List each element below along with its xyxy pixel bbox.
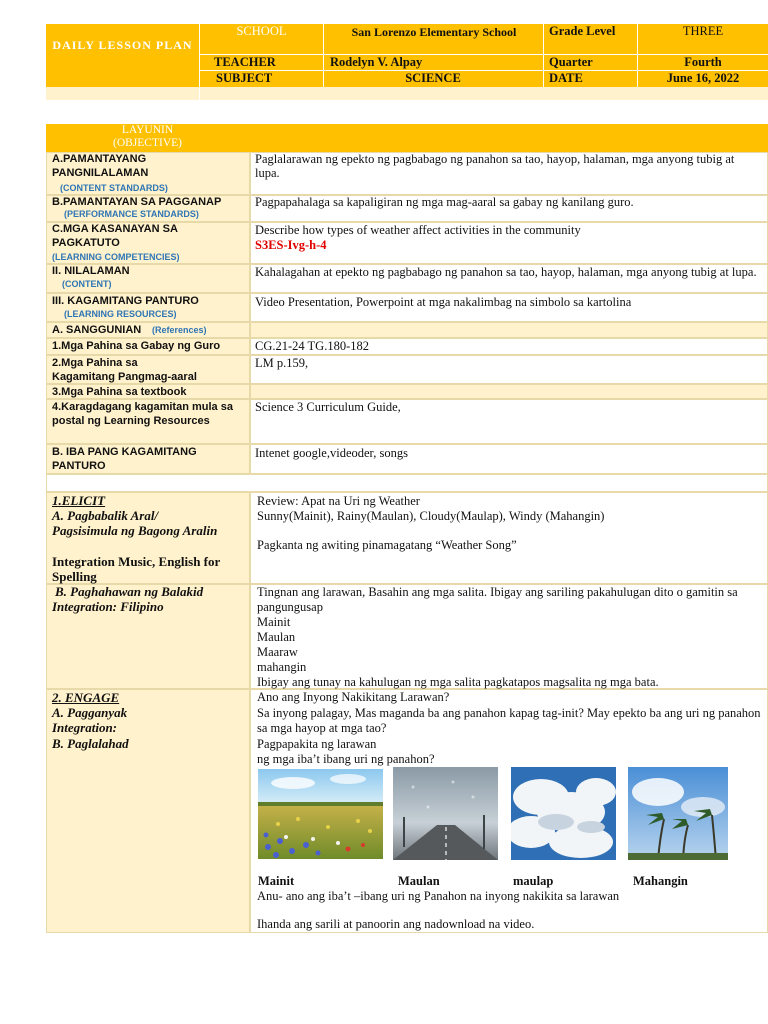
subject-value: SCIENCE bbox=[405, 71, 461, 85]
teacher-value: Rodelyn V. Alpay bbox=[330, 55, 423, 69]
cloudy-sky-image bbox=[511, 767, 616, 860]
subject-label: SUBJECT bbox=[216, 71, 273, 85]
engage-q2: Sa inyong palagay, Mas maganda ba ang panahon kapag tag-init? May epekto ba ang uri ng panahon sa mga hayop at mga tao? bbox=[257, 706, 761, 735]
date-label: DATE bbox=[549, 71, 583, 85]
elicit-review: Review: Apat na Uri ng Weather bbox=[257, 494, 420, 508]
date-value: June 16, 2022 bbox=[666, 71, 740, 85]
school-value: San Lorenzo Elementary School bbox=[351, 25, 517, 39]
teacher-guide-label: 1.Mga Pahina sa Gabay ng Guro bbox=[52, 340, 221, 352]
other-materials-value: Intenet google,videoder, songs bbox=[255, 446, 408, 460]
other-materials-label: B. IBA PANG KAGAMITANG PANTURO bbox=[52, 446, 197, 472]
word-mahangin: mahangin bbox=[257, 660, 307, 674]
elicit-song: Pagkanta ng awiting pinamagatang “Weather Song” bbox=[257, 538, 517, 552]
word-maaraw: Maaraw bbox=[257, 645, 298, 659]
content-standards-sub: (CONTENT STANDARDS) bbox=[60, 183, 168, 193]
quarter-label: Quarter bbox=[549, 55, 593, 69]
caption-maulan: Maulan bbox=[398, 874, 440, 888]
school-label: SCHOOL bbox=[236, 24, 287, 38]
plan-title: DAILY LESSON PLAN bbox=[52, 38, 193, 52]
quarter-value: Fourth bbox=[684, 55, 722, 69]
engage-b-label: B. Paglalahad bbox=[52, 736, 129, 751]
teacher-label: TEACHER bbox=[214, 55, 276, 69]
engage-title: 2. ENGAGE bbox=[52, 690, 120, 705]
engage-q1: Ano ang Inyong Nakikitang Larawan? bbox=[257, 690, 450, 704]
sunny-field-image bbox=[258, 769, 383, 859]
engage-show: Pagpapakita ng larawan bbox=[257, 737, 377, 751]
engage-q3: Anu- ano ang iba’t –ibang uri ng Panahon na inyong nakikita sa larawan bbox=[257, 889, 620, 903]
elicit-weather-types: Sunny(Mainit), Rainy(Maulan), Cloudy(Maulap), Windy (Mahangin) bbox=[257, 509, 605, 523]
teacher-guide-value: CG.21-24 TG.180-182 bbox=[255, 339, 370, 353]
learner-material-value: LM p.159, bbox=[255, 356, 309, 370]
grade-value: THREE bbox=[682, 24, 724, 38]
balakid-closing: Ibigay ang tunay na kahulugan ng mga salita pagkatapos magsalita ng mga bata. bbox=[257, 675, 659, 689]
additional-materials-label: 4.Karagdagang kagamitan mula sa postal ng Learning Resources bbox=[52, 401, 233, 427]
learning-resources-sub: (LEARNING RESOURCES) bbox=[64, 309, 177, 319]
learning-competencies-value: Describe how types of weather affect activities in the community bbox=[255, 223, 581, 237]
engage-a-label: A. Pagganyak bbox=[52, 705, 128, 720]
content-standards-label: A.PAMANTAYANG PANGNILALAMAN bbox=[52, 153, 149, 179]
elicit-integration: Integration Music, English for Spelling bbox=[52, 554, 221, 584]
objectives-subtitle: (OBJECTIVE) bbox=[113, 137, 182, 149]
content-standards-value: Paglalarawan ng epekto ng pagbabago ng panahon sa tao, hayop, halaman, mga anyong tubig at lupa. bbox=[255, 152, 735, 180]
textbook-label: 3.Mga Pahina sa textbook bbox=[52, 386, 187, 398]
content-label: II. NILALAMAN bbox=[52, 265, 130, 277]
learning-resources-value: Video Presentation, Powerpoint at mga nakalimbag na simbolo sa kartolina bbox=[255, 295, 632, 309]
references-sub: (References) bbox=[152, 325, 207, 335]
caption-mahangin: Mahangin bbox=[633, 874, 688, 888]
additional-materials-value: Science 3 Curriculum Guide, bbox=[255, 400, 401, 414]
windy-palms-image bbox=[628, 767, 728, 860]
elicit-a-label: A. Pagbabalik Aral/ Pagsisimula ng Bagong Aralin bbox=[52, 508, 218, 538]
competency-code: S3ES-Ivg-h-4 bbox=[255, 238, 327, 252]
engage-video: Ihanda ang sarili at panoorin ang nadownload na video. bbox=[257, 917, 535, 931]
objectives-title: LAYUNIN bbox=[121, 124, 174, 136]
learning-resources-label: III. KAGAMITANG PANTURO bbox=[52, 295, 199, 307]
caption-mainit: Mainit bbox=[258, 874, 295, 888]
rainy-road-image bbox=[393, 767, 498, 860]
learning-competencies-label: C.MGA KASANAYAN SA PAGKATUTO bbox=[52, 223, 178, 249]
performance-standards-label: B.PAMANTAYAN SA PAGGANAP bbox=[52, 196, 222, 208]
content-sub: (CONTENT) bbox=[62, 279, 112, 289]
header-spacer-row bbox=[46, 87, 768, 100]
grade-label: Grade Level bbox=[549, 24, 616, 38]
word-mainit: Mainit bbox=[257, 615, 291, 629]
engage-integration: Integration: bbox=[52, 720, 118, 735]
performance-standards-sub: (PERFORMANCE STANDARDS) bbox=[64, 209, 199, 219]
engage-show2: ng mga iba’t ibang uri ng panahon? bbox=[257, 752, 435, 766]
learning-competencies-sub: (LEARNING COMPETENCIES) bbox=[52, 252, 180, 262]
performance-standards-value: Pagpapahalaga sa kapaligiran ng mga mag-aaral sa gabay ng kanilang guro. bbox=[255, 195, 634, 209]
content-value: Kahalagahan at epekto ng pagbabago ng panahon sa tao, hayop, halaman, mga anyong tubig at lupa. bbox=[255, 265, 757, 279]
learner-material-label: 2.Mga Pahina sa Kagamitang Pangmag-aaral bbox=[52, 357, 197, 383]
caption-maulap: maulap bbox=[513, 874, 554, 888]
references-label: A. SANGGUNIAN bbox=[52, 324, 142, 336]
balakid-label: B. Paghahawan ng Balakid bbox=[55, 584, 204, 599]
word-maulan: Maulan bbox=[257, 630, 296, 644]
balakid-integration: Integration: Filipino bbox=[52, 599, 164, 614]
elicit-title: 1.ELICIT bbox=[52, 493, 106, 508]
balakid-instruction: Tingnan ang larawan, Basahin ang mga salita. Ibigay ang sariling pakahulugan dito o gamitin sa pangungusap bbox=[257, 585, 738, 614]
